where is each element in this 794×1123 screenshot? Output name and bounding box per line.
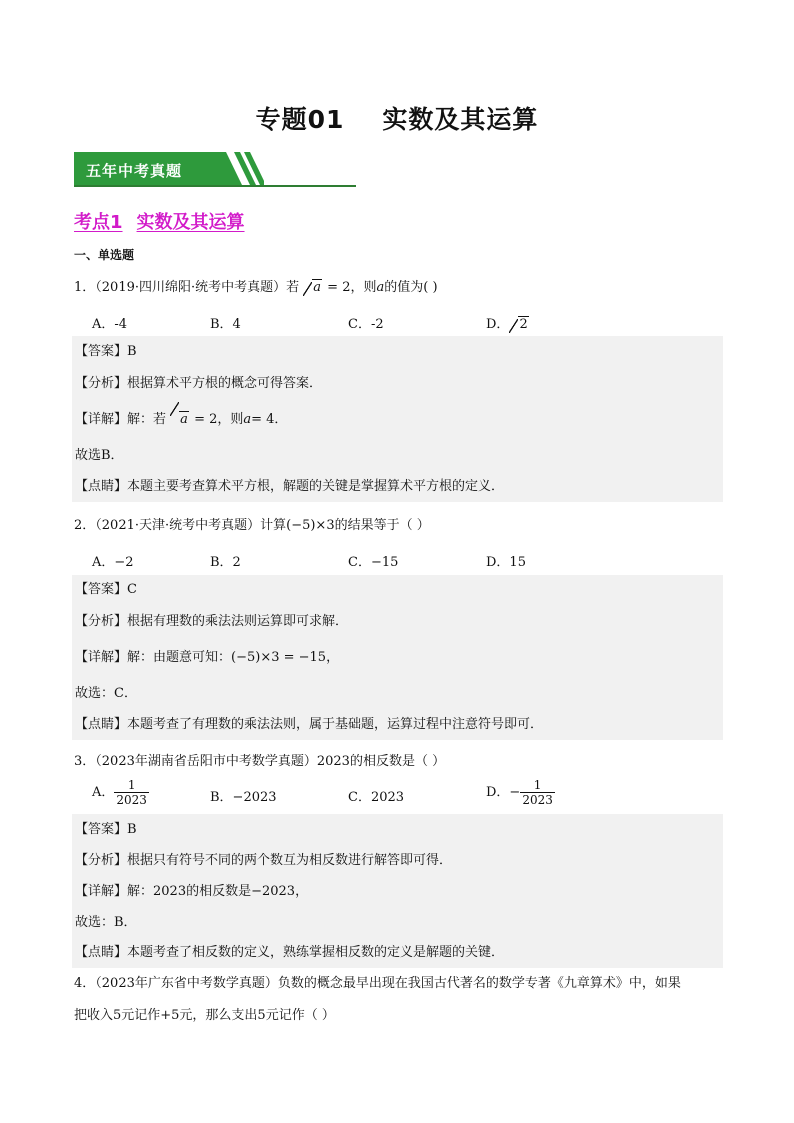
topic-title: 实数及其运算 (136, 212, 245, 233)
option-d[interactable]: D．− $\frac{1}{2023}$ (486, 778, 553, 807)
option-a[interactable]: A．−2 (92, 555, 134, 570)
option-d[interactable]: D． 2 (486, 317, 528, 332)
option-c[interactable]: C．-2 (348, 317, 384, 332)
q3-analysis: 【分析】根据只有符号不同的两个数互为相反数进行解答即可得． (72, 846, 723, 876)
q2-choose: 故选：C． (72, 678, 723, 710)
q2-answer: 【答案】C (72, 575, 723, 605)
option-a[interactable]: A． $\frac{1}{2023}$ (92, 778, 147, 807)
option-b[interactable]: B．4 (210, 317, 241, 332)
q2-detail: 【详解】解：由题意可知：(−5)×3 = −15， (72, 638, 723, 678)
topic-heading (74, 208, 245, 234)
option-b[interactable]: B．−2023 (210, 790, 277, 805)
q3-detail: 【详解】解：2023的相反数是−2023， (72, 876, 723, 908)
banner-underline (74, 185, 356, 187)
sqrt-symbol: a (303, 280, 322, 295)
question-4-line-2: 把收入5元记作+5元，那么支出5元记作（ ） (74, 1008, 335, 1023)
option-a[interactable]: A．-4 (92, 317, 128, 332)
q2-comment: 【点睛】本题考查了有理数的乘法法则，属于基础题，运算过程中注意符号即可． (72, 710, 723, 740)
q1-answer: 【答案】B (72, 336, 723, 368)
question-4-line-1: 4．（2023年广东省中考数学真题）负数的概念最早出现在我国古代著名的数学专著《九章算术》中，如果 (74, 976, 681, 991)
question-2-options (92, 551, 712, 571)
question-2-stem: 2．（2021·天津·统考中考真题）计算(−5)×3的结果等于（ ） (74, 518, 430, 533)
question-3-options (92, 776, 712, 812)
title-main: 实数及其运算 (382, 105, 539, 134)
option-c[interactable]: C．2023 (348, 790, 405, 805)
q2-analysis: 【分析】根据有理数的乘法法则运算即可求解． (72, 605, 723, 638)
q1-analysis: 【分析】根据算术平方根的概念可得答案． (72, 368, 723, 400)
q1-choose: 故选B． (72, 440, 723, 472)
page-title (0, 100, 794, 136)
banner-label: 五年中考真题 (86, 162, 183, 180)
section-label: 一、单选题 (74, 248, 135, 262)
question-1-stem: 1．（2019·四川绵阳·统考中考真题）若 a = 2，则a的值为( ) (74, 280, 438, 295)
section-banner (74, 152, 356, 187)
option-d[interactable]: D．15 (486, 555, 526, 570)
question-1-options (92, 313, 712, 333)
q1-detail: 【详解】解：若 a = 2，则a= 4． (72, 400, 723, 440)
title-prefix: 专题01 (255, 105, 345, 134)
topic-number: 考点1 (74, 212, 123, 233)
option-b[interactable]: B．2 (210, 555, 241, 570)
option-c[interactable]: C．−15 (348, 555, 399, 570)
q3-comment: 【点睛】本题考查了相反数的定义，熟练掌握相反数的定义是解题的关键． (72, 938, 723, 968)
question-4-stem (74, 970, 724, 1030)
question-3-stem: 3．（2023年湖南省岳阳市中考数学真题）2023的相反数是（ ） (74, 754, 446, 769)
q3-choose: 故选：B． (72, 908, 723, 938)
q1-comment: 【点睛】本题主要考查算术平方根，解题的关键是掌握算术平方根的定义． (72, 472, 723, 502)
q3-answer: 【答案】B (72, 814, 723, 846)
